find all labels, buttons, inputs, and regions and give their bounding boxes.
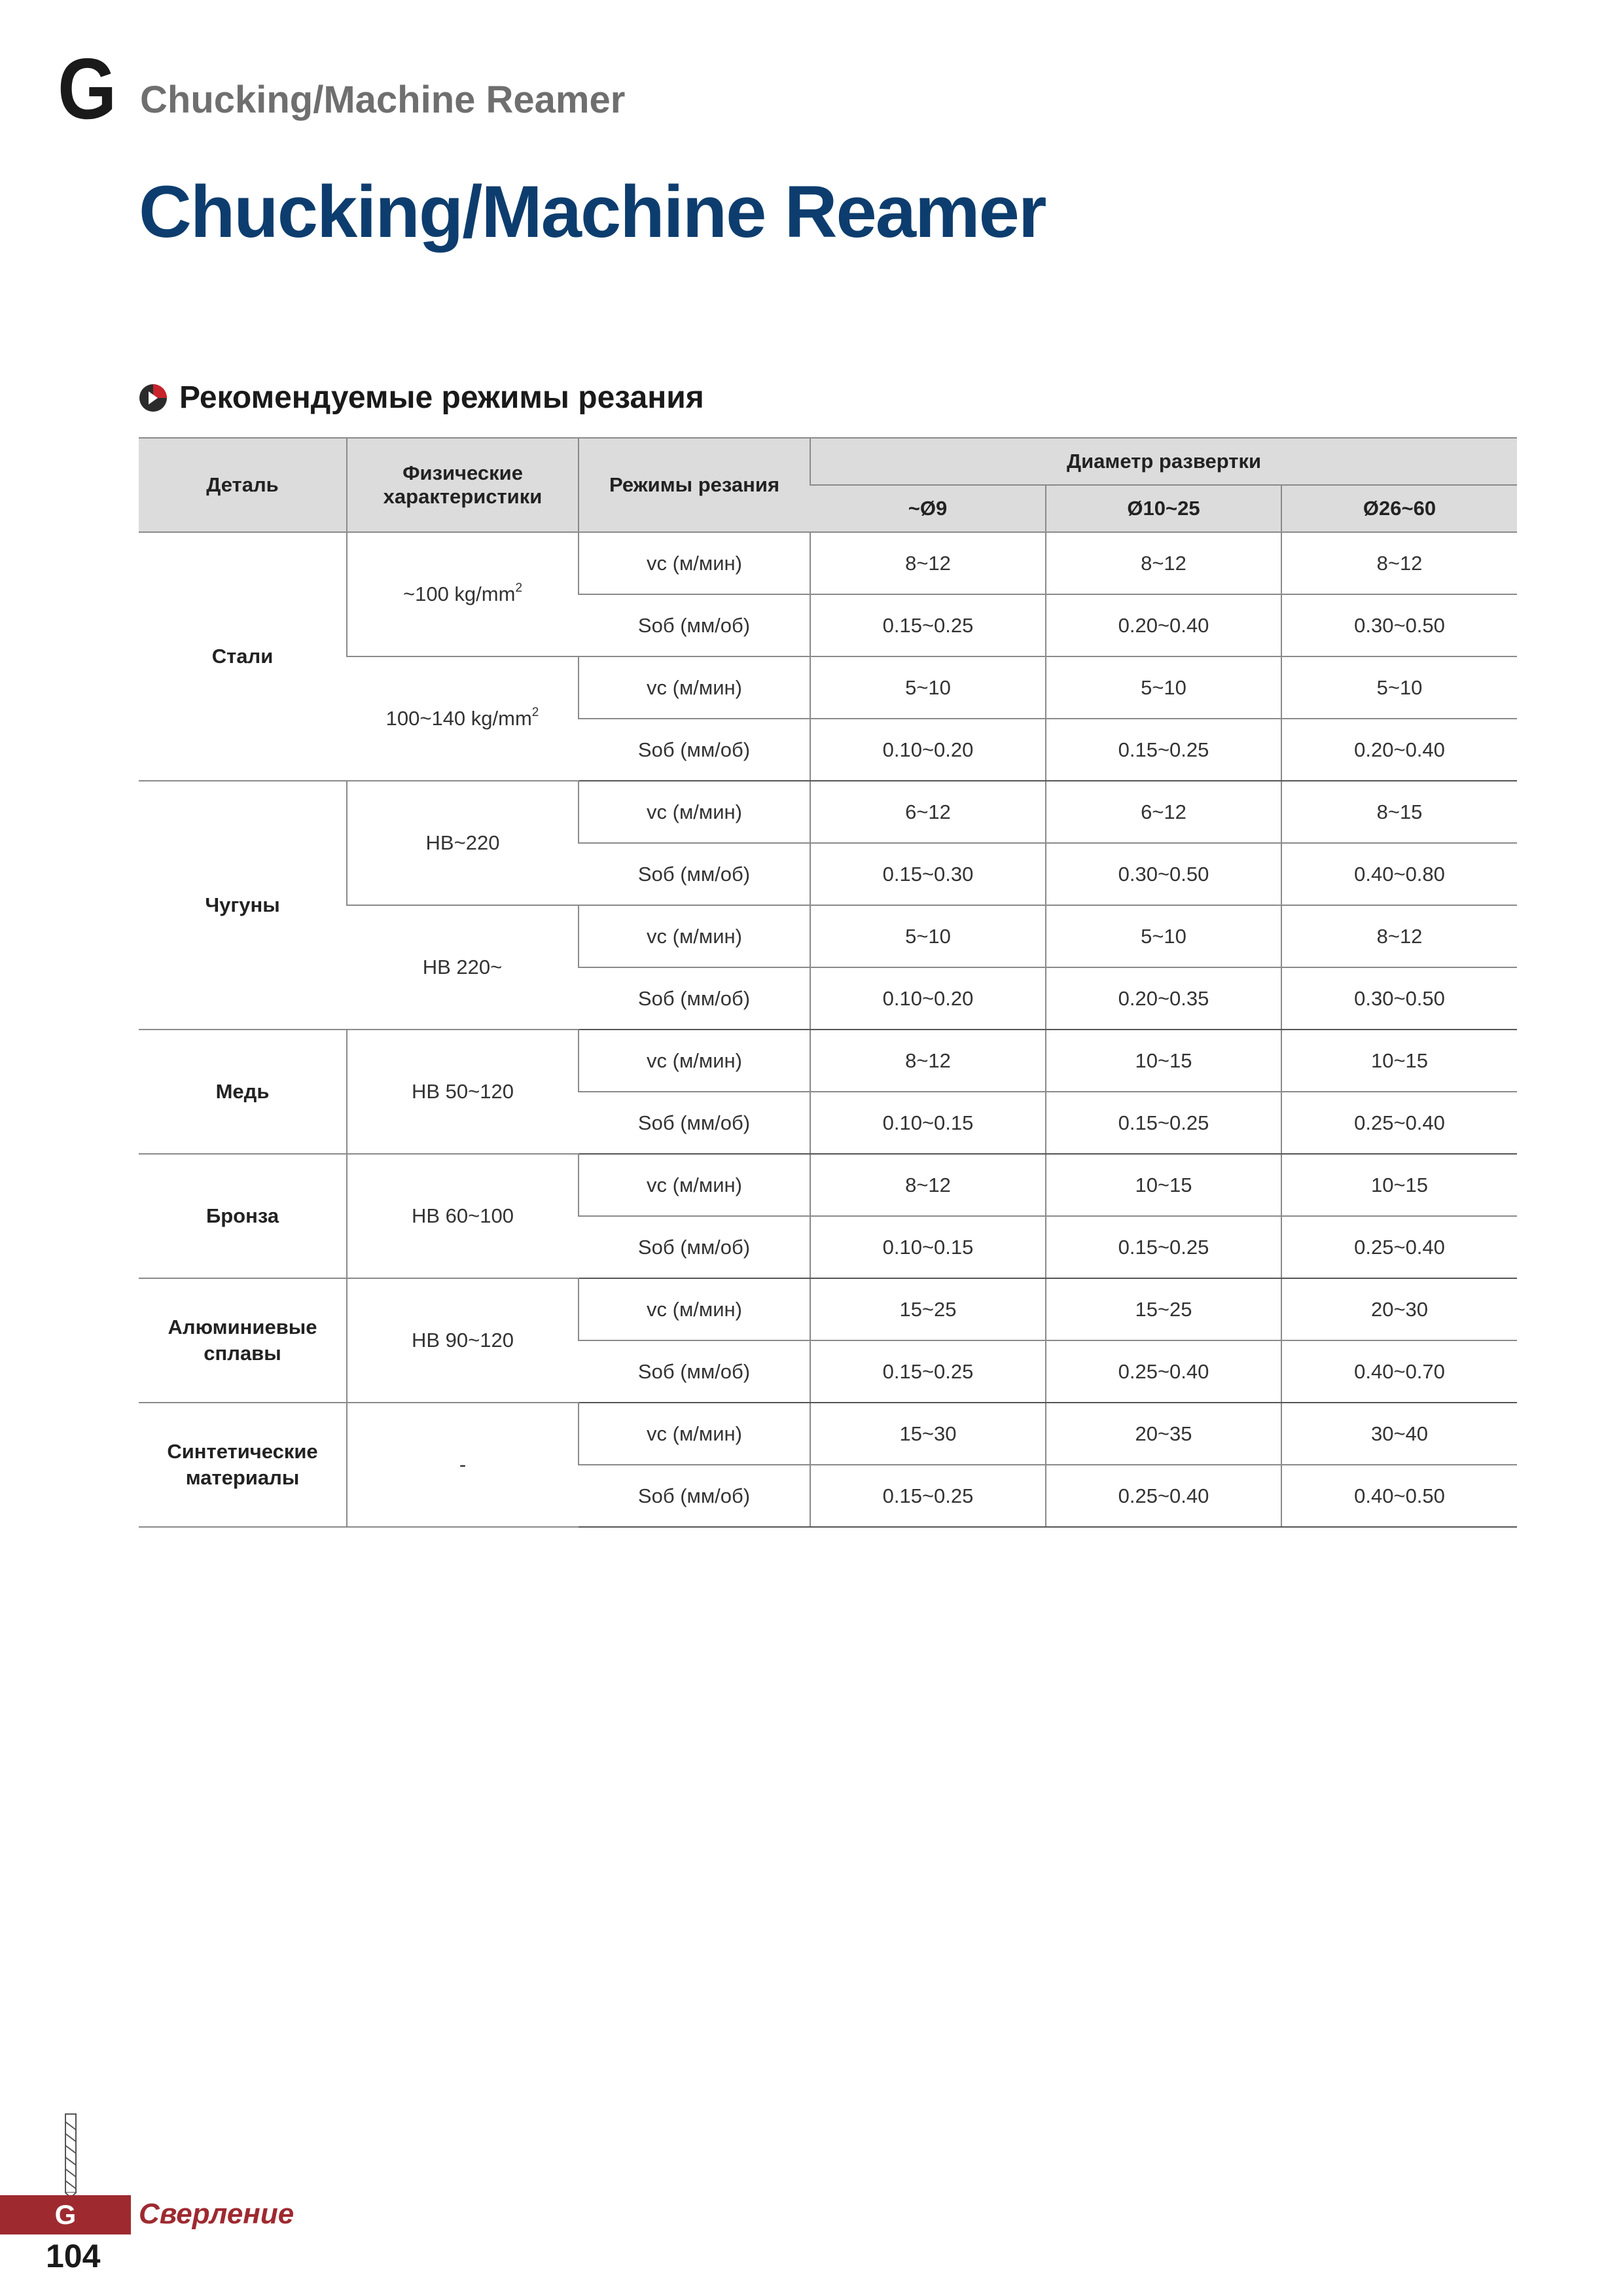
physical-property-cell — [347, 1278, 579, 1403]
value-cell: 15~30 — [810, 1403, 1046, 1465]
unit-exponent: 2 — [515, 581, 523, 595]
col-header-mode: Режимы резания — [579, 438, 810, 532]
value-cell: 6~12 — [810, 781, 1046, 843]
col-header-d3: Ø26~60 — [1281, 485, 1517, 532]
value-cell: 0.25~0.40 — [1281, 1092, 1517, 1154]
mode-cell: Sоб (мм/об) — [579, 1465, 810, 1527]
value-cell: 6~12 — [1046, 781, 1281, 843]
value-cell: 0.10~0.15 — [810, 1216, 1046, 1278]
value-cell: 10~15 — [1281, 1154, 1517, 1216]
value-cell: 0.15~0.25 — [810, 1465, 1046, 1527]
value-cell: 0.15~0.30 — [810, 843, 1046, 905]
physical-property-text: HB 50~120 — [412, 1080, 514, 1103]
value-cell: 0.30~0.50 — [1281, 594, 1517, 656]
value-cell: 8~12 — [1281, 905, 1517, 967]
mode-cell: vc (м/мин) — [579, 1030, 810, 1092]
physical-property-cell — [347, 1403, 579, 1527]
table-row — [139, 1030, 1517, 1092]
value-cell: 0.15~0.25 — [1046, 1092, 1281, 1154]
value-cell: 0.15~0.25 — [810, 594, 1046, 656]
physical-property-text: 100~140 kg/mm — [385, 707, 532, 730]
value-cell: 0.30~0.50 — [1046, 843, 1281, 905]
value-cell: 5~10 — [1046, 656, 1281, 719]
mode-cell: Sоб (мм/об) — [579, 594, 810, 656]
value-cell: 0.30~0.50 — [1281, 967, 1517, 1030]
mode-cell: vc (м/мин) — [579, 656, 810, 719]
value-cell: 10~15 — [1281, 1030, 1517, 1092]
material-cell: Стали — [139, 532, 347, 781]
mode-cell: Sоб (мм/об) — [579, 1092, 810, 1154]
chapter-letter: G — [58, 41, 117, 137]
unit-exponent: 2 — [531, 706, 539, 719]
value-cell: 0.20~0.35 — [1046, 967, 1281, 1030]
section-heading-text: Рекомендуемые режимы резания — [179, 380, 704, 415]
value-cell: 8~12 — [1281, 532, 1517, 594]
physical-property-cell — [347, 656, 579, 781]
value-cell: 8~12 — [1046, 532, 1281, 594]
physical-property-cell — [347, 1030, 579, 1154]
page-title: Chucking/Machine Reamer — [139, 171, 1046, 253]
value-cell: 0.40~0.50 — [1281, 1465, 1517, 1527]
value-cell: 5~10 — [810, 905, 1046, 967]
table-row — [139, 1403, 1517, 1465]
value-cell: 20~30 — [1281, 1278, 1517, 1340]
physical-property-cell — [347, 532, 579, 656]
value-cell: 0.40~0.70 — [1281, 1340, 1517, 1403]
section-name: Сверление — [139, 2198, 294, 2230]
value-cell: 8~12 — [810, 1030, 1046, 1092]
physical-property-text: HB 60~100 — [412, 1204, 514, 1227]
value-cell: 0.10~0.15 — [810, 1092, 1046, 1154]
value-cell: 0.15~0.25 — [810, 1340, 1046, 1403]
value-cell: 10~15 — [1046, 1154, 1281, 1216]
table-row — [139, 1278, 1517, 1340]
mode-cell: Sоб (мм/об) — [579, 1216, 810, 1278]
arrow-circle-icon — [139, 384, 168, 412]
physical-property-text: HB 90~120 — [412, 1329, 514, 1352]
value-cell: 0.10~0.20 — [810, 967, 1046, 1030]
col-header-diameter: Диаметр развертки — [810, 438, 1517, 485]
mode-cell: vc (м/мин) — [579, 905, 810, 967]
section-heading — [139, 380, 704, 416]
value-cell: 10~15 — [1046, 1030, 1281, 1092]
mode-cell: Sоб (мм/об) — [579, 843, 810, 905]
running-header: Chucking/Machine Reamer — [140, 79, 626, 121]
page-number: 104 — [46, 2238, 101, 2274]
physical-property-cell — [347, 1154, 579, 1278]
col-header-d2: Ø10~25 — [1046, 485, 1281, 532]
value-cell: 0.15~0.25 — [1046, 1216, 1281, 1278]
mode-cell: vc (м/мин) — [579, 1278, 810, 1340]
mode-cell: Sоб (мм/об) — [579, 967, 810, 1030]
col-header-physical: Физические характеристики — [347, 438, 579, 532]
physical-property-text: HB~220 — [425, 831, 500, 854]
value-cell: 15~25 — [810, 1278, 1046, 1340]
section-tab: G — [0, 2195, 131, 2234]
mode-cell: Sоб (мм/об) — [579, 1340, 810, 1403]
value-cell: 0.20~0.40 — [1281, 719, 1517, 781]
material-cell: Бронза — [139, 1154, 347, 1278]
value-cell: 0.25~0.40 — [1046, 1340, 1281, 1403]
material-cell: Синтетические материалы — [139, 1403, 347, 1527]
mode-cell: vc (м/мин) — [579, 1403, 810, 1465]
mode-cell: vc (м/мин) — [579, 532, 810, 594]
col-header-detail: Деталь — [139, 438, 347, 532]
value-cell: 0.20~0.40 — [1046, 594, 1281, 656]
drill-bit-icon — [63, 2113, 79, 2198]
material-cell: Медь — [139, 1030, 347, 1154]
value-cell: 15~25 — [1046, 1278, 1281, 1340]
value-cell: 20~35 — [1046, 1403, 1281, 1465]
cutting-modes-table — [139, 437, 1517, 1528]
physical-property-text: - — [459, 1453, 467, 1476]
value-cell: 5~10 — [1046, 905, 1281, 967]
value-cell: 5~10 — [810, 656, 1046, 719]
col-header-d1: ~Ø9 — [810, 485, 1046, 532]
table-row — [139, 1154, 1517, 1216]
mode-cell: vc (м/мин) — [579, 1154, 810, 1216]
value-cell: 5~10 — [1281, 656, 1517, 719]
mode-cell: Sоб (мм/об) — [579, 719, 810, 781]
value-cell: 8~12 — [810, 1154, 1046, 1216]
value-cell: 0.40~0.80 — [1281, 843, 1517, 905]
value-cell: 8~15 — [1281, 781, 1517, 843]
physical-property-cell — [347, 905, 579, 1030]
physical-property-text: HB 220~ — [422, 956, 503, 978]
physical-property-text: ~100 kg/mm — [402, 583, 516, 605]
table-row — [139, 532, 1517, 594]
value-cell: 30~40 — [1281, 1403, 1517, 1465]
material-cell: Алюминиевые сплавы — [139, 1278, 347, 1403]
value-cell: 0.25~0.40 — [1281, 1216, 1517, 1278]
physical-property-cell — [347, 781, 579, 905]
value-cell: 0.25~0.40 — [1046, 1465, 1281, 1527]
value-cell: 0.10~0.20 — [810, 719, 1046, 781]
table-row — [139, 781, 1517, 843]
material-cell: Чугуны — [139, 781, 347, 1030]
value-cell: 8~12 — [810, 532, 1046, 594]
value-cell: 0.15~0.25 — [1046, 719, 1281, 781]
mode-cell: vc (м/мин) — [579, 781, 810, 843]
